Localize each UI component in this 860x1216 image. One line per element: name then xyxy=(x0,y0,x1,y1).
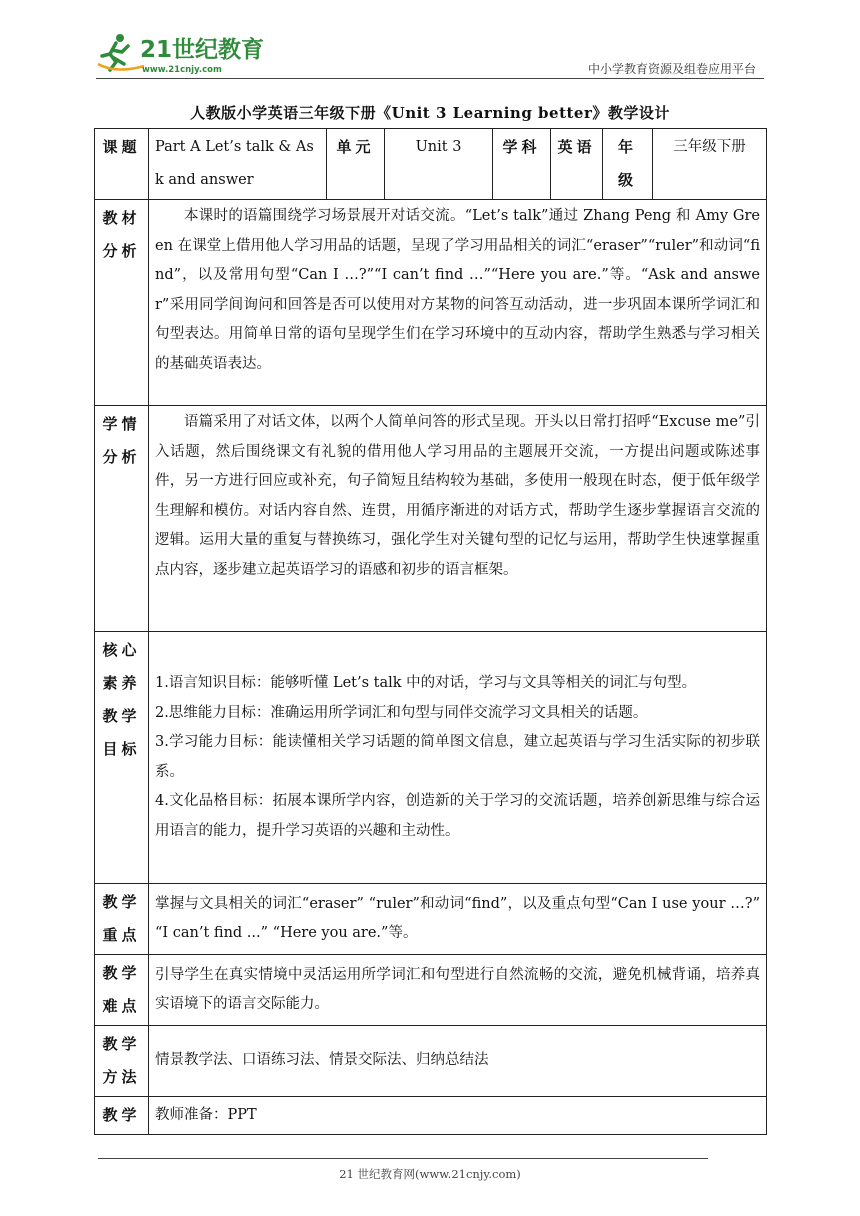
logo-url: www.21cnjy.com xyxy=(142,65,222,75)
table-row-key-points xyxy=(95,884,767,955)
grade-value: 三年级下册 xyxy=(653,129,767,200)
unit-label: 单元 xyxy=(327,129,385,200)
table-row-methods xyxy=(95,1026,767,1097)
teaching-goals-label: 核心 素养 教学 目标 xyxy=(95,632,149,884)
subject-value: 英语 xyxy=(551,129,603,200)
unit-value: Unit 3 xyxy=(385,129,493,200)
footer-divider xyxy=(98,1158,708,1159)
methods-label: 教学 方法 xyxy=(95,1026,149,1097)
table-row-teaching-goals xyxy=(95,632,767,884)
table-row-student-analysis xyxy=(95,406,767,632)
logo-runner-icon xyxy=(96,30,266,78)
platform-name: 中小学教育资源及组卷应用平台 xyxy=(587,62,756,76)
logo-text: 21世纪教育 xyxy=(140,37,265,63)
methods-text: 情景教学法、口语练习法、情景交际法、归纳总结法 xyxy=(149,1026,767,1097)
difficulties-text: 引导学生在真实情境中灵活运用所学词汇和句型进行自然流畅的交流，避免机械背诵，培养真实语境下的语言交际能力。 xyxy=(149,955,767,1026)
table-row-basic-info xyxy=(95,129,767,200)
goal-item: 3.学习能力目标：能读懂相关学习话题的简单图文信息，建立起英语与学习生活实际的初步联系。 xyxy=(155,734,760,780)
preparation-text: 教师准备：PPT xyxy=(149,1097,767,1135)
difficulties-label: 教学 难点 xyxy=(95,955,149,1026)
document-title: 人教版小学英语三年级下册《Unit 3 Learning better》教学设计 xyxy=(190,104,670,122)
key-points-label: 教学 重点 xyxy=(95,884,149,955)
material-analysis-text: 本课时的语篇围绕学习场景展开对话交流。“Let’s talk”通过 Zhang Peng 和 Amy Green 在课堂上借用他人学习用品的话题，呈现了学习用品相关的词汇“eraser”“ruler”和动词“find”，以及常用句型“Can I …?”“I can’t find …”“Here you are.”等。“Ask and answer”采用同学间询问和回答是否可以使用对方某物的问答互动活动，进一步巩固本课所学词汇和句型表达。用简单日常的语句呈现学生们在学习环境中的互动内容，帮助学生熟悉与学习相关的基础英语表达。 xyxy=(149,200,767,406)
table-row-material-analysis xyxy=(95,200,767,406)
student-analysis-text: 语篇采用了对话文体，以两个人简单问答的形式呈现。开头以日常打招呼“Excuse me”引入话题，然后围绕课文有礼貌的借用他人学习用品的主题展开交流，一方提出问题或陈述事件，另一方进行回应或补充，句子简短且结构较为基础，多使用一般现在时态，便于低年级学生理解和模仿。对话内容自然、连贯，用循序渐进的对话方式，帮助学生逐步掌握语言交流的逻辑。运用大量的重复与替换练习，强化学生对关键句型的记忆与运用，帮助学生快速掌握重点内容，逐步建立起英语学习的语感和初步的语言框架。 xyxy=(149,406,767,632)
lesson-plan-table xyxy=(94,128,767,1135)
goal-item: 2.思维能力目标：准确运用所学词汇和句型与同伴交流学习文具相关的话题。 xyxy=(155,704,648,721)
subject-label: 学科 xyxy=(493,129,551,200)
topic-value: Part A Let’s talk & Ask and answer xyxy=(149,129,327,200)
table-row-preparation xyxy=(95,1097,767,1135)
student-analysis-label: 学情 分析 xyxy=(95,406,149,632)
preparation-label: 教学 xyxy=(95,1097,149,1135)
table-row-difficulties xyxy=(95,955,767,1026)
footer-text: 21 世纪教育网(www.21cnjy.com) xyxy=(339,1167,521,1181)
teaching-goals-list xyxy=(149,632,767,884)
grade-label: 年级 xyxy=(603,129,653,200)
page-header xyxy=(0,0,860,80)
logo xyxy=(96,30,266,78)
material-analysis-label: 教材 分析 xyxy=(95,200,149,406)
topic-label: 课题 xyxy=(95,129,149,200)
header-divider xyxy=(96,78,764,79)
goal-item: 4.文化品格目标：拓展本课所学内容，创造新的关于学习的交流话题，培养创新思维与综合运用语言的能力，提升学习英语的兴趣和主动性。 xyxy=(155,793,760,839)
goal-item: 1.语言知识目标：能够听懂 Let’s talk 中的对话，学习与文具等相关的词汇与句型。 xyxy=(155,675,697,691)
key-points-text: 掌握与文具相关的词汇“eraser” “ruler”和动词“find”，以及重点句型“Can I use your …?” “I can’t find ...” “Here you are.”等。 xyxy=(149,884,767,955)
